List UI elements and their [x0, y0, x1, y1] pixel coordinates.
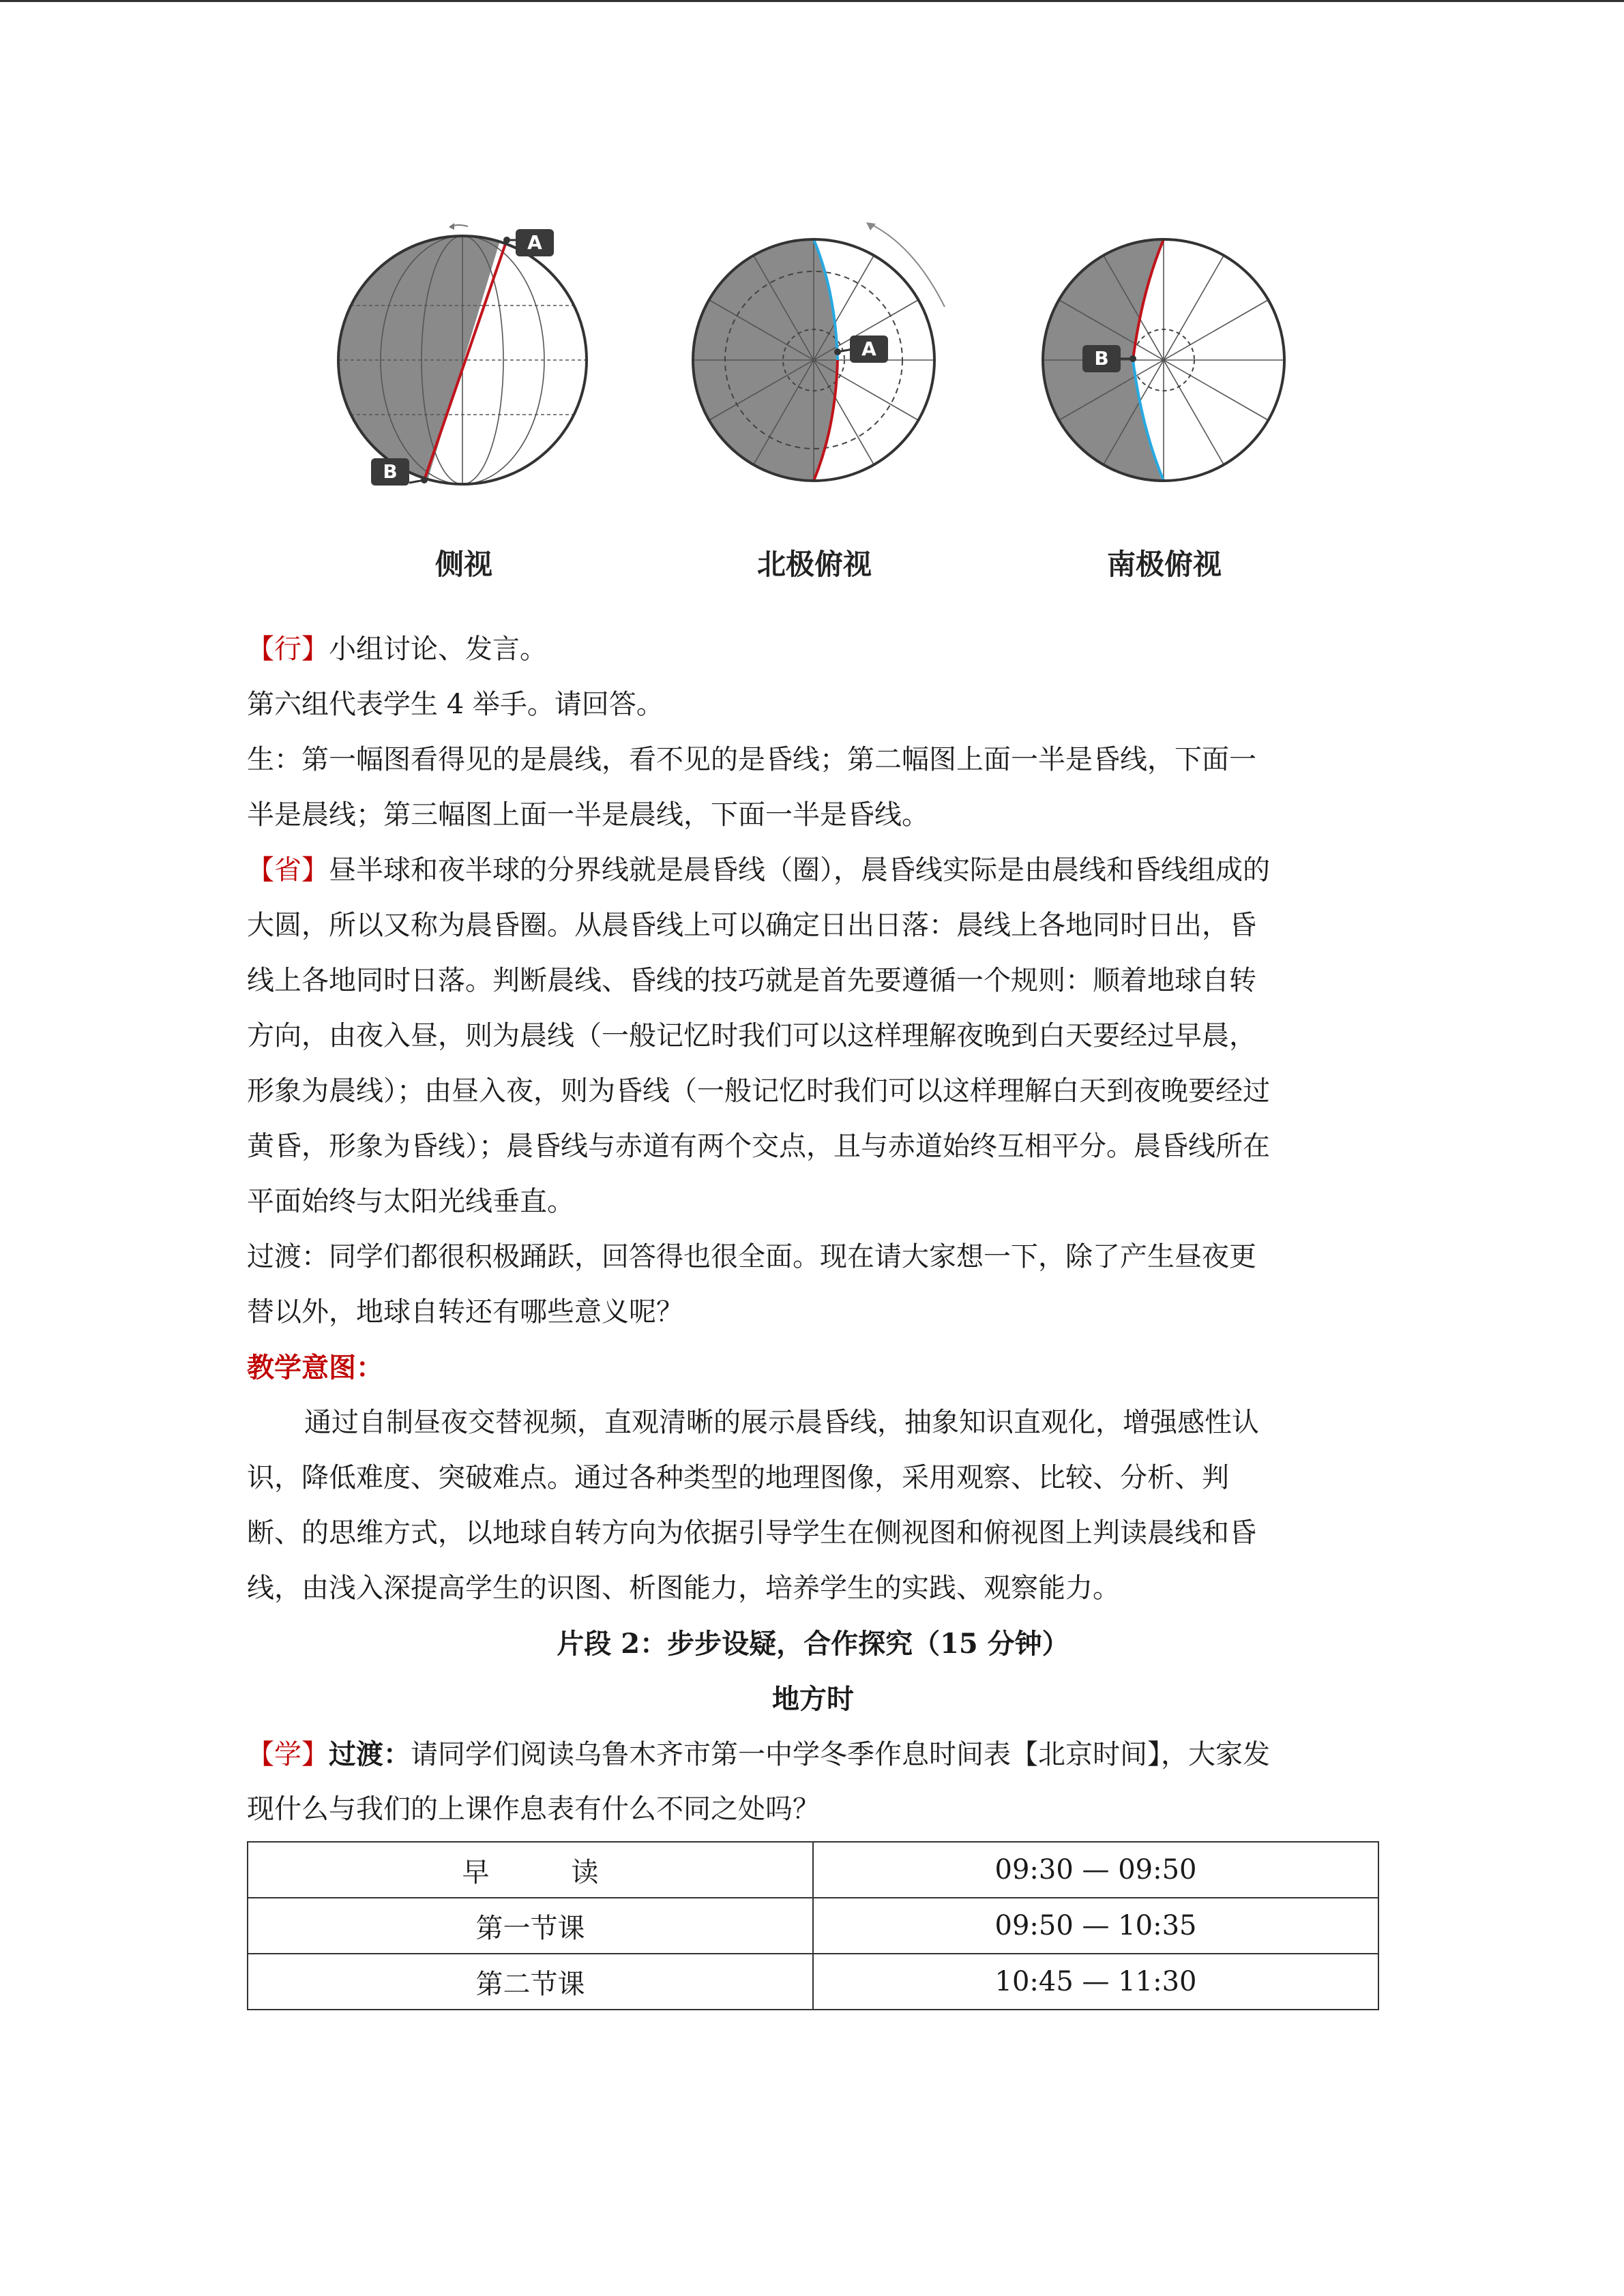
- side-view-globe: [338, 218, 587, 491]
- caption-north-pole-view: 北极俯视: [756, 548, 872, 581]
- page-content: [247, 622, 1379, 2010]
- marker-a-label: A: [861, 338, 876, 360]
- transition-line: 过渡：同学们都很积极踊跃，回答得也很全面。现在请大家想一下，除了产生昼夜更: [247, 1241, 1256, 1272]
- section-title: 片段 2：步步设疑，合作探究（15 分钟）: [557, 1628, 1069, 1660]
- student-answer-line: 半是晨线；第三幅图上面一半是晨线，下面一半是昏线。: [247, 799, 929, 831]
- period-time: 10:45 — 11:30: [813, 1954, 1378, 2010]
- page-top-border: [0, 0, 1624, 2]
- intent-line: 通过自制昼夜交替视频，直观清晰的展示晨昏线，抽象知识直观化，增强感性认: [304, 1407, 1259, 1438]
- subsection-title: 地方时: [772, 1683, 854, 1715]
- schedule-table: [247, 1841, 1379, 2010]
- reflect-line: 平面始终与太阳光线垂直。: [247, 1186, 574, 1217]
- tag-action: 【行】: [247, 633, 329, 665]
- paragraph-learn: 【学】过渡：请同学们阅读乌鲁木齐市第一中学冬季作息时间表【北京时间】，大家发: [247, 1738, 1270, 1770]
- north-pole-globe: [693, 222, 945, 481]
- period-name: 早 读: [248, 1842, 813, 1898]
- reflect-line: 形象为晨线）；由昼入夜，则为昏线（一般记忆时我们可以这样理解白天到夜晚要经过: [247, 1075, 1270, 1107]
- table-row: [248, 1842, 1378, 1898]
- learn-line: 现什么与我们的上课作息表有什么不同之处吗？: [247, 1793, 820, 1825]
- paragraph-reflect: 【省】昼半球和夜半球的分界线就是晨昏线（圈），晨昏线实际是由晨线和昏线组成的: [247, 854, 1270, 886]
- south-pole-globe: [1043, 239, 1284, 481]
- caption-south-pole-view: 南极俯视: [1106, 548, 1222, 581]
- reflect-line: 方向，由夜入昼，则为晨线（一般记忆时我们可以这样理解夜晚到白天要经过早晨，: [247, 1020, 1256, 1052]
- intent-line: 识，降低难度、突破难点。通过各种类型的地理图像，采用观察、比较、分析、判: [247, 1462, 1229, 1493]
- paragraph-student-raise: 第六组代表学生 4 举手。请回答。: [247, 689, 664, 720]
- transition-line: 替以外，地球自转还有哪些意义呢？: [247, 1296, 683, 1328]
- reflect-line: 大圆，所以又称为晨昏圈。从晨昏线上可以确定日出日落：晨线上各地同时日出，昏: [247, 910, 1256, 941]
- terminator-figures: [314, 205, 1310, 600]
- tag-reflect: 【省】: [247, 854, 329, 886]
- marker-b-label: B: [1094, 347, 1109, 370]
- marker-b-label: B: [383, 460, 398, 483]
- marker-a-label: A: [527, 231, 542, 254]
- teaching-intent-heading: 教学意图：: [247, 1352, 383, 1384]
- table-row: [248, 1898, 1378, 1954]
- reflect-line: 黄昏，形象为昏线）；晨昏线与赤道有两个交点，且与赤道始终互相平分。晨昏线所在: [247, 1131, 1270, 1162]
- intent-line: 线，由浅入深提高学生的识图、析图能力，培养学生的实践、观察能力。: [247, 1572, 1120, 1604]
- tag-learn: 【学】: [247, 1739, 329, 1770]
- period-name: 第一节课: [248, 1898, 813, 1954]
- paragraph-action: 【行】小组讨论、发言。: [247, 633, 547, 665]
- transition-lead: 过渡：: [329, 1738, 411, 1770]
- caption-side-view: 侧视: [434, 548, 492, 581]
- intent-line: 断、的思维方式，以地球自转方向为依据引导学生在侧视图和俯视图上判读晨线和昏: [247, 1517, 1256, 1549]
- student-answer-line: 生：第一幅图看得见的是晨线，看不见的是昏线；第二幅图上面一半是昏线，下面一: [247, 744, 1256, 775]
- period-time: 09:50 — 10:35: [813, 1898, 1378, 1954]
- period-name: 第二节课: [248, 1954, 813, 2010]
- table-row: [248, 1954, 1378, 2010]
- period-time: 09:30 — 09:50: [813, 1842, 1378, 1898]
- reflect-line: 线上各地同时日落。判断晨线、昏线的技巧就是首先要遵循一个规则：顺着地球自转: [247, 965, 1256, 996]
